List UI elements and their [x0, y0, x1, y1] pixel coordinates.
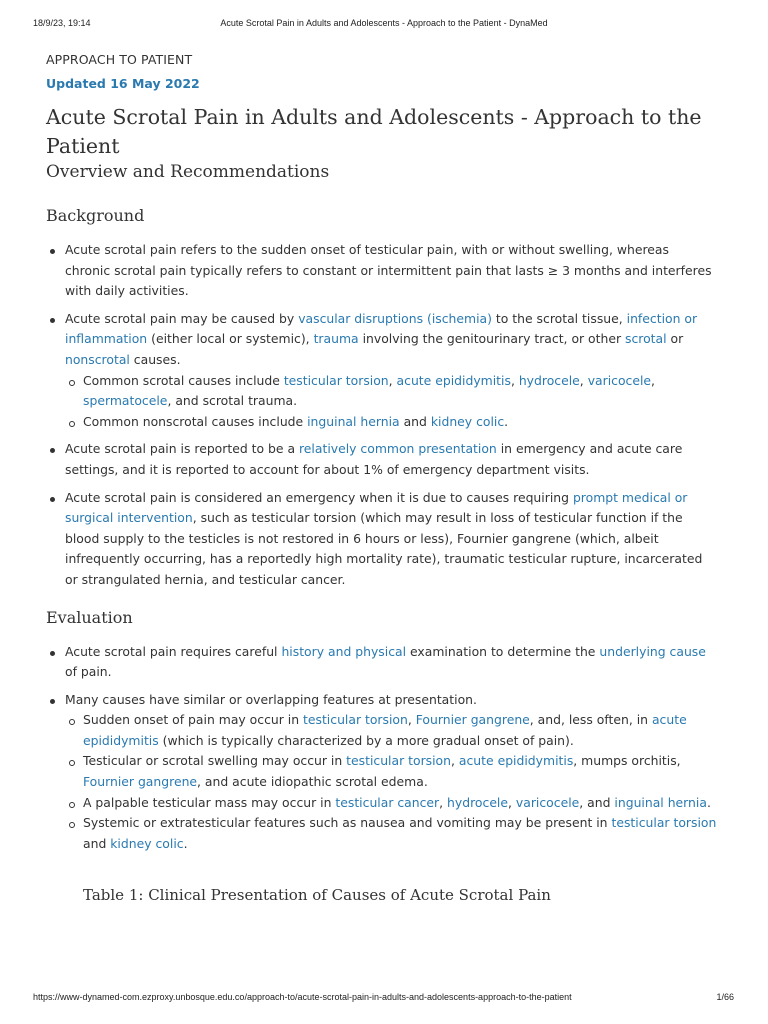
text: Many causes have similar or overlapping features at presentation. — [65, 691, 477, 707]
text: , — [388, 372, 397, 388]
link-acute-epididymitis[interactable]: acute epididymitis — [83, 712, 687, 748]
link-inguinal-hernia[interactable]: inguinal hernia — [614, 794, 707, 810]
sub-list-item — [65, 793, 718, 814]
section-background — [46, 205, 718, 591]
link-infection-inflammation[interactable]: infection or inflammation — [65, 310, 698, 347]
link-testicular-torsion[interactable]: testicular torsion — [346, 753, 451, 769]
link-testicular-cancer[interactable]: testicular cancer — [335, 794, 440, 810]
text: involving the genitourinary tract, or other — [358, 331, 625, 347]
background-list — [46, 240, 718, 591]
article-type: APPROACH TO PATIENT — [46, 52, 193, 67]
link-testicular-torsion[interactable]: testicular torsion — [611, 815, 717, 831]
link-relatively-common-presentation[interactable]: relatively common presentation — [298, 441, 497, 457]
text: examination to determine the — [406, 643, 600, 659]
text: , — [439, 794, 448, 810]
text: in emergency and acute care settings, and it is reported to account for about 1% of emergency department visits. — [65, 441, 683, 477]
text: Common nonscrotal causes include — [83, 413, 308, 429]
sub-list — [65, 710, 718, 854]
list-item — [46, 690, 718, 855]
text: of pain. — [65, 664, 112, 680]
text: . — [504, 413, 509, 429]
section-evaluation — [46, 607, 718, 855]
print-url: https://www-dynamed-com.ezproxy.unbosque.edu.co/approach-to/acute-scrotal-pain-in-adults-and-adolescents-approach-to-the-patient — [33, 992, 572, 1002]
link-hydrocele[interactable]: hydrocele — [447, 794, 509, 810]
link-history-and-physical[interactable]: history and physical — [281, 643, 407, 659]
text: to the scrotal tissue, — [491, 310, 627, 326]
text: , — [510, 372, 519, 388]
sub-list-item — [65, 371, 718, 412]
sub-list-item — [65, 813, 718, 854]
updated-date: Updated 16 May 2022 — [46, 76, 200, 91]
link-spermatocele[interactable]: spermatocele — [83, 393, 168, 409]
list-item — [46, 488, 718, 591]
link-testicular-torsion[interactable]: testicular torsion — [303, 712, 408, 728]
link-varicocele[interactable]: varicocele — [515, 794, 580, 810]
text: Sudden onset of pain may occur in — [83, 712, 304, 728]
text: , and scrotal trauma. — [167, 393, 298, 409]
evaluation-list — [46, 642, 718, 855]
link-scrotal[interactable]: scrotal — [625, 331, 667, 347]
text: Acute scrotal pain requires careful — [65, 643, 282, 659]
page-counter: 1/66 — [716, 992, 734, 1002]
text: (either local or systemic), — [147, 331, 314, 347]
text: , and — [579, 794, 615, 810]
link-prompt-intervention[interactable]: prompt medical or surgical intervention — [65, 489, 688, 526]
text: Acute scrotal pain is considered an emergency when it is due to causes requiring — [65, 489, 573, 505]
text: , — [451, 753, 459, 769]
list-item — [46, 642, 718, 683]
link-inguinal-hernia[interactable]: inguinal hernia — [307, 413, 400, 429]
text: , mumps orchitis, — [573, 753, 681, 769]
sub-list-item — [65, 412, 718, 433]
text: , — [508, 794, 516, 810]
text: , — [651, 372, 655, 388]
sub-list-item — [65, 710, 718, 751]
link-fournier-gangrene[interactable]: Fournier gangrene — [415, 712, 530, 728]
link-varicocele[interactable]: varicocele — [587, 372, 652, 388]
section-heading-background: Background — [46, 206, 145, 225]
link-trauma[interactable]: trauma — [313, 331, 359, 347]
sub-list-item — [65, 751, 718, 792]
text: , such as testicular torsion (which may result in loss of testicular function if the blood supply to the testicles is not restored in 6 hours or less), Fournier gangrene (which, albeit infrequently occurring, has a reportedly high mortality rate), traumatic testicular rupture, incarcerated or strangulated hernia, and testicular cancer. — [65, 510, 703, 587]
text: Testicular or scrotal swelling may occur in — [83, 753, 347, 769]
text: , and acute idiopathic scrotal edema. — [197, 774, 428, 790]
link-kidney-colic[interactable]: kidney colic — [430, 413, 505, 429]
text: Common scrotal causes include — [83, 372, 284, 388]
text: causes. — [129, 351, 181, 367]
text: , and, less often, in — [529, 712, 652, 728]
text: Systemic or extratesticular features such as nausea and vomiting may be present in — [83, 815, 612, 831]
text: Acute scrotal pain refers to the sudden onset of testicular pain, with or without swelling, whereas chronic scrotal pain typically refers to constant or intermittent pain that lasts ≥ 3 months and interferes with daily activities. — [65, 242, 712, 299]
text: (which is typically characterized by a more gradual onset of pain). — [158, 732, 574, 748]
print-page-title: Acute Scrotal Pain in Adults and Adolescents - Approach to the Patient - DynaMed — [220, 18, 548, 28]
link-testicular-torsion[interactable]: testicular torsion — [283, 372, 389, 388]
text: , — [579, 372, 588, 388]
page-title: Acute Scrotal Pain in Adults and Adolescents - Approach to the Patient — [46, 105, 702, 158]
list-item — [46, 240, 718, 302]
link-kidney-colic[interactable]: kidney colic — [110, 835, 184, 851]
text: . — [183, 835, 188, 851]
link-hydrocele[interactable]: hydrocele — [518, 372, 580, 388]
sub-list — [65, 371, 718, 433]
table-title: Table 1: Clinical Presentation of Causes of Acute Scrotal Pain — [83, 886, 551, 905]
text: or — [666, 331, 684, 347]
section-heading-evaluation: Evaluation — [46, 607, 133, 627]
article — [46, 52, 718, 904]
print-datetime: 18/9/23, 19:14 — [33, 18, 91, 28]
link-vascular-disruptions[interactable]: vascular disruptions (ischemia) — [298, 310, 492, 326]
list-item — [46, 309, 718, 433]
link-acute-epididymitis[interactable]: acute epididymitis — [458, 753, 574, 769]
link-acute-epididymitis[interactable]: acute epididymitis — [396, 372, 511, 388]
text: and — [83, 835, 111, 851]
link-nonscrotal[interactable]: nonscrotal — [65, 351, 130, 367]
text: A palpable testicular mass may occur in — [83, 794, 336, 810]
text: , — [407, 712, 416, 728]
link-underlying-cause[interactable]: underlying cause — [599, 643, 706, 659]
text: Acute scrotal pain is reported to be a — [65, 441, 299, 457]
text: and — [399, 413, 431, 429]
list-item — [46, 439, 718, 480]
page-subtitle: Overview and Recommendations — [46, 162, 330, 182]
text: . — [706, 794, 711, 810]
text: Acute scrotal pain may be caused by — [65, 310, 299, 326]
link-fournier-gangrene[interactable]: Fournier gangrene — [83, 774, 198, 790]
